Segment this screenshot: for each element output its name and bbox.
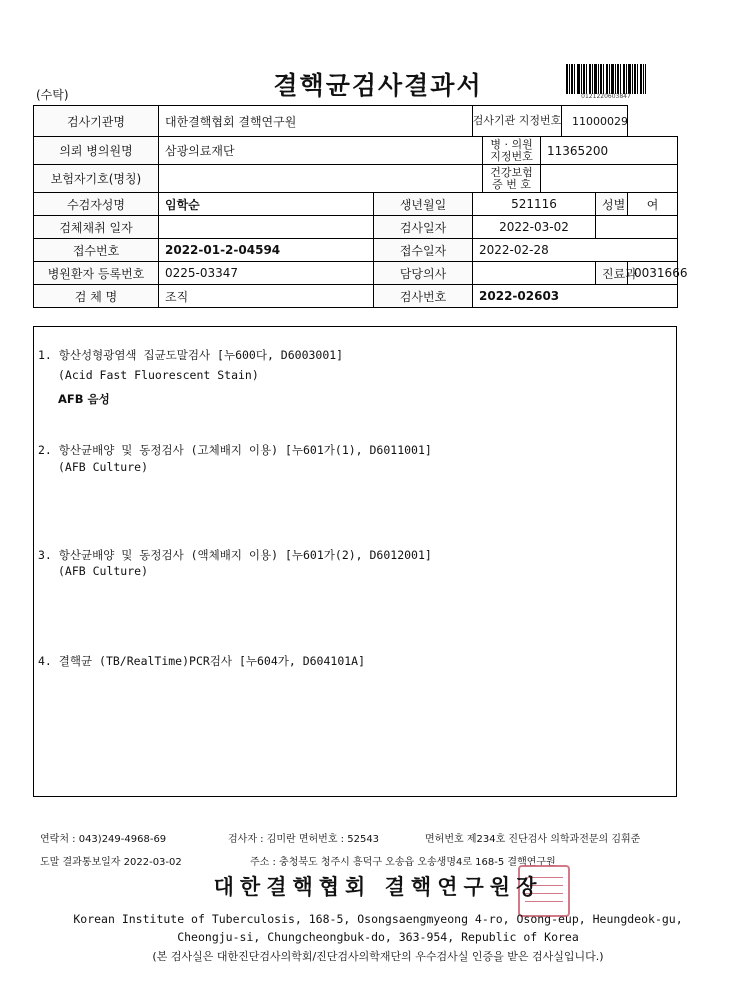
results-box — [33, 326, 677, 797]
receipt-no-value: 2022-01-2-04594 — [159, 239, 374, 262]
hosp-no-value: 11365200 — [541, 137, 678, 165]
health-no-value — [541, 165, 678, 193]
result-4-title: 4. 결핵균 (TB/RealTime)PCR검사 [누604가, D604101A] — [38, 654, 366, 668]
sex-label: 성별 — [596, 193, 628, 216]
sex-value: 여 — [628, 193, 678, 216]
document-tag: (수탁) — [36, 88, 69, 102]
birth-label: 생년월일 — [374, 193, 473, 216]
contact-info: 연락처 : 043)249-4968-69 — [40, 834, 167, 845]
collect-label: 검체채취 일자 — [34, 216, 159, 239]
barcode — [566, 64, 646, 94]
specimen-value: 조직 — [159, 285, 374, 308]
inst-label: 검사기관명 — [34, 106, 159, 137]
result-3-subtitle: (AFB Culture) — [58, 564, 149, 578]
inst-no-value: 11000029 — [572, 114, 629, 128]
insurer-label: 보험자기호(명칭) — [34, 165, 159, 193]
barcode-number: 0121220603847 — [581, 93, 631, 100]
inst-value: 대한결핵협회 결핵연구원 — [159, 106, 473, 137]
patient-no-value: 0225-03347 — [159, 262, 374, 285]
report-date: 도말 결과통보일자 2022-03-02 — [40, 857, 182, 868]
doctor-label: 담당의사 — [374, 262, 473, 285]
specialist-info: 면허번호 제234호 진단검사 의학과전문의 김휘준 — [425, 834, 641, 845]
certification-notice: (본 검사실은 대한진단검사의학회/진단검사의학재단의 우수검사실 인증을 받은 검사실입니다.) — [152, 950, 604, 963]
name-label: 수검자성명 — [34, 193, 159, 216]
organization-name: 대한결핵협회 결핵연구원장 — [213, 874, 543, 899]
test-date-blank — [596, 216, 678, 239]
test-date-value: 2022-03-02 — [473, 216, 596, 239]
test-date-label: 검사일자 — [374, 216, 473, 239]
test-no-label: 검사번호 — [374, 285, 473, 308]
info-table — [33, 105, 688, 308]
receipt-date-label: 접수일자 — [374, 239, 473, 262]
result-2-subtitle: (AFB Culture) — [58, 460, 149, 474]
receipt-no-label: 접수번호 — [34, 239, 159, 262]
doctor-value — [473, 262, 596, 285]
result-1-subtitle: (Acid Fast Fluorescent Stain) — [58, 368, 259, 382]
hosp-no-label: 병 · 의원 지정번호 — [483, 137, 541, 165]
health-no-label: 건강보험 증 번 호 — [483, 165, 541, 193]
insurer-value — [159, 165, 483, 193]
dept-value: 0031666 — [628, 262, 678, 285]
patient-no-label: 병원환자 등록번호 — [34, 262, 159, 285]
hosp-label: 의뢰 병의원명 — [34, 137, 159, 165]
result-1-value: AFB 음성 — [58, 392, 110, 406]
hosp-value: 삼광의료재단 — [159, 137, 483, 165]
result-3-title: 3. 항산균배양 및 동정검사 (액체배지 이용) [누601가(2), D6012001] — [38, 548, 432, 562]
result-2-title: 2. 항산균배양 및 동정검사 (고체배지 이용) [누601가(1), D6011001] — [38, 443, 432, 457]
inst-no-label-cell: 검사기관 지정번호 — [473, 106, 562, 136]
document-title: 결핵균검사결과서 — [273, 71, 483, 100]
specimen-label: 검 체 명 — [34, 285, 159, 308]
receipt-date-value: 2022-02-28 — [473, 239, 678, 262]
dept-label: 진료과 — [596, 262, 628, 285]
address: 주소 : 충청북도 청주시 흥덕구 오송읍 오송생명4로 168-5 결핵연구원 — [250, 857, 556, 868]
collect-value — [159, 216, 374, 239]
result-1-title: 1. 항산성형광염색 집균도말검사 [누600다, D6003001] — [38, 348, 344, 362]
test-no-value: 2022-02603 — [473, 285, 678, 308]
birth-value: 521116 — [473, 193, 596, 216]
english-address-line-2: Cheongju-si, Chungcheongbuk-do, 363-954, Republic of Korea — [177, 930, 579, 944]
english-address-line-1: Korean Institute of Tuberculosis, 168-5, Osongsaengmyeong 4-ro, Osong-eup, Heungdeok-gu, — [73, 912, 683, 926]
name-value: 임학순 — [159, 193, 374, 216]
examiner-info: 검사자 : 김미란 면허번호 : 52543 — [228, 834, 380, 845]
